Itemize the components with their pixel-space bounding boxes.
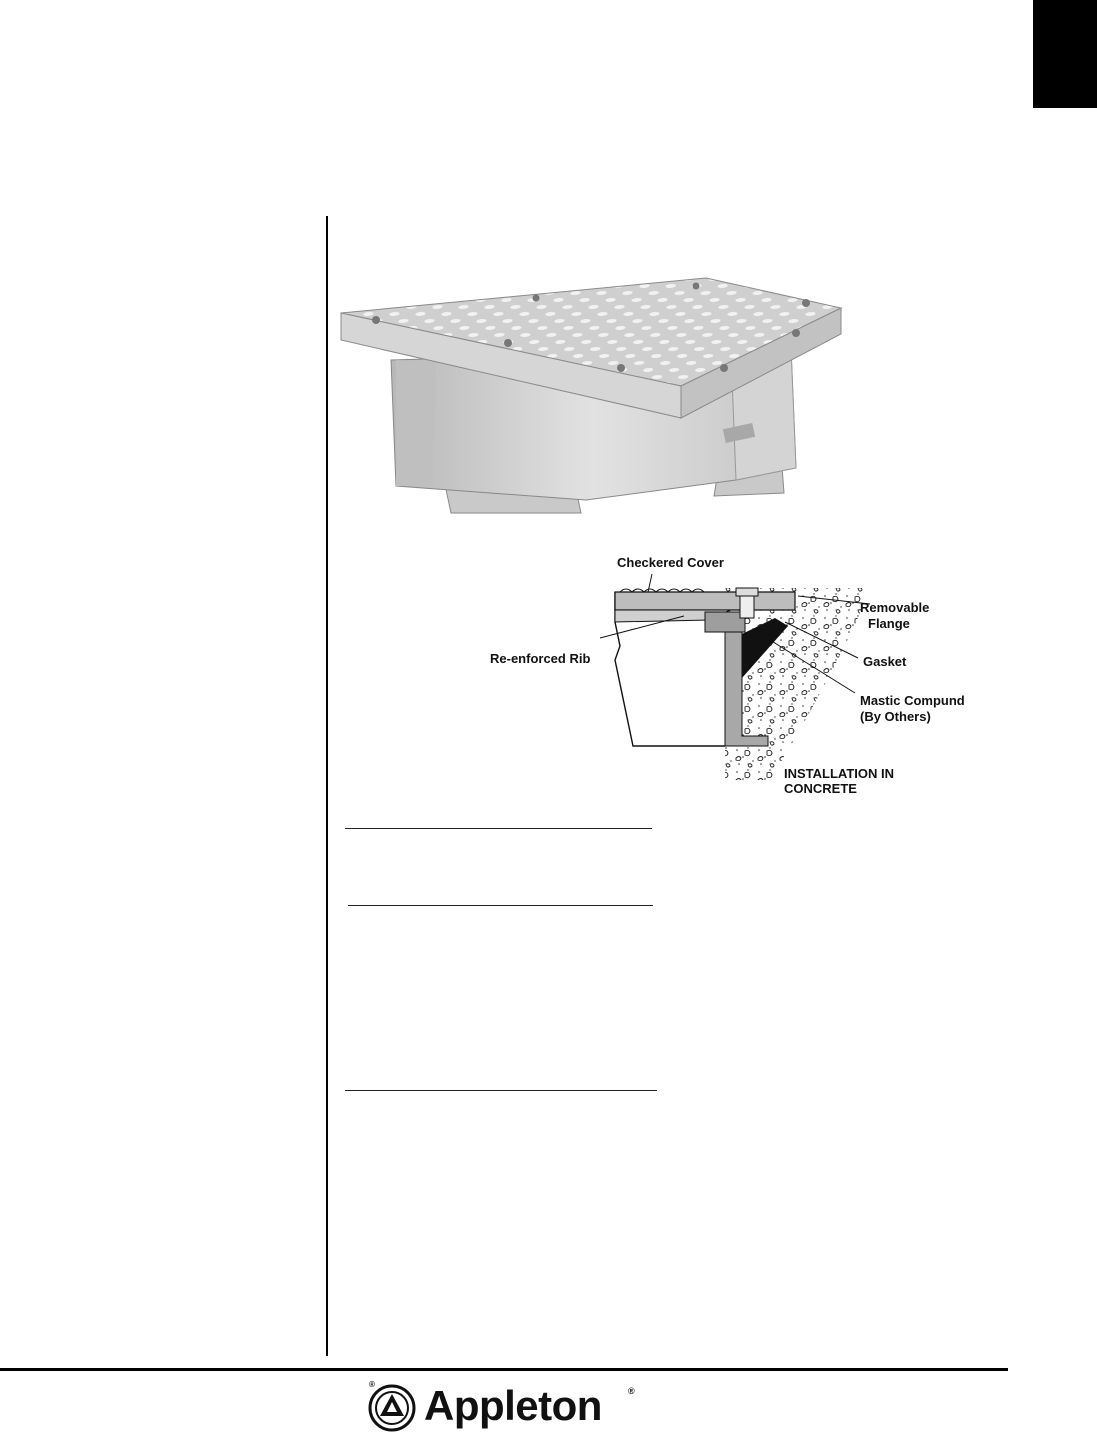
label-mastic-line1: Mastic Compund (860, 693, 965, 708)
section-tab-marker (1033, 0, 1097, 108)
separator-line (345, 828, 652, 829)
label-removable-flange-line2: Flange (868, 616, 910, 631)
brand-registered-mark: ® (628, 1386, 635, 1396)
label-mastic-line2: (By Others) (860, 709, 931, 724)
label-installation-line2: CONCRETE (784, 781, 857, 796)
separator-line (345, 1090, 657, 1091)
column-divider (326, 216, 328, 1356)
label-installation-line1: INSTALLATION IN (784, 766, 895, 781)
label-removable-flange-line1: Removable (860, 600, 930, 615)
label-gasket: Gasket (863, 654, 907, 669)
label-checkered-cover: Checkered Cover (617, 555, 724, 570)
appleton-logo (366, 1382, 646, 1432)
separator-line (348, 905, 653, 906)
appleton-emblem-icon (366, 1382, 418, 1432)
emblem-registered-mark: ® (369, 1380, 375, 1389)
product-photo (336, 268, 866, 528)
footer-rule (0, 1368, 1008, 1371)
label-reenforced-rib: Re-enforced Rib (490, 651, 591, 666)
brand-name: Appleton (424, 1382, 602, 1429)
installation-diagram (470, 548, 997, 800)
